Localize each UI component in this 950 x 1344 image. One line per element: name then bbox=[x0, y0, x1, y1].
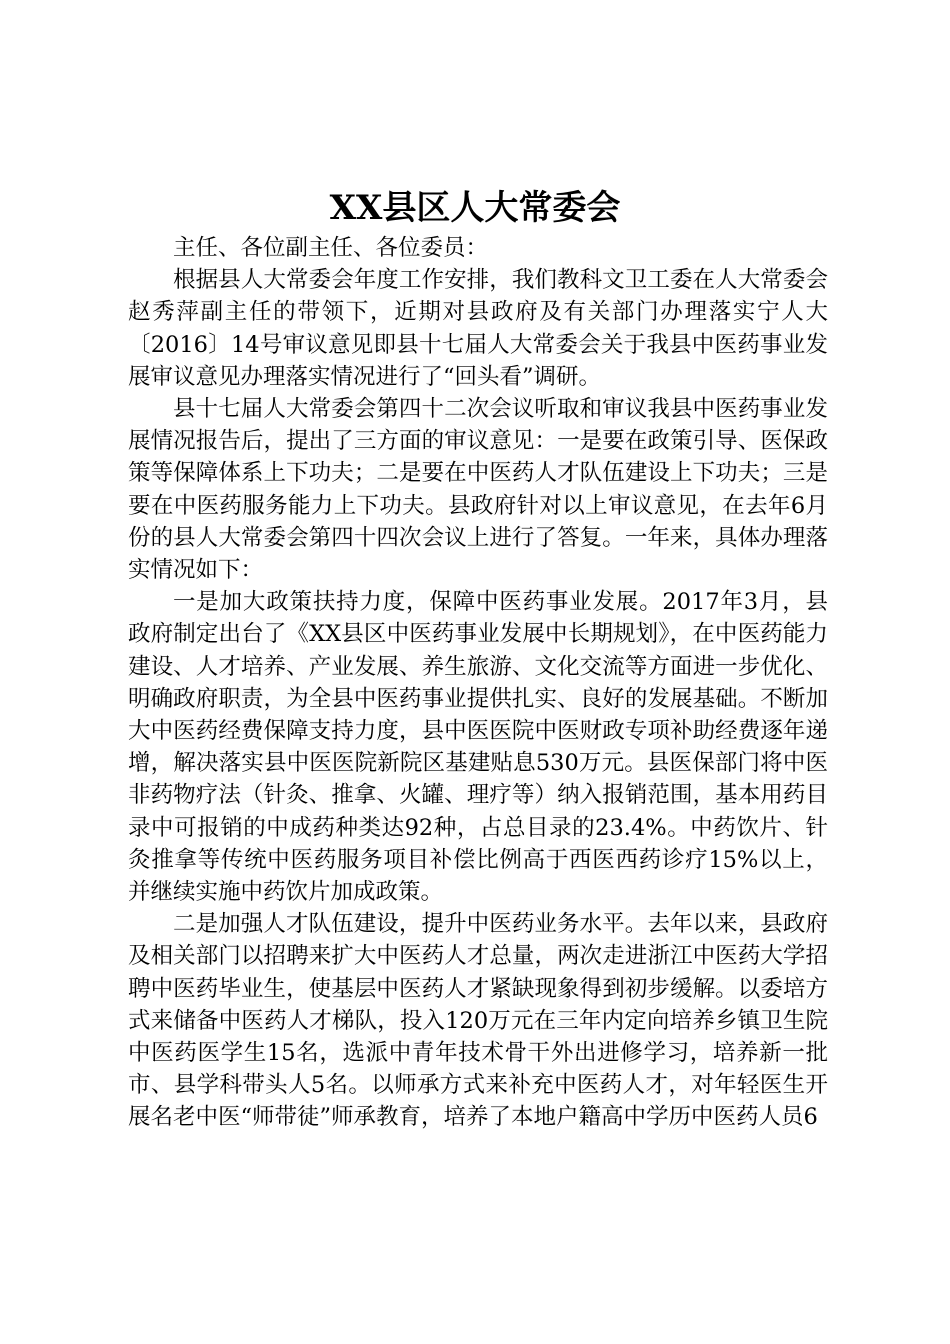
talent-building-paragraph: 二是加强人才队伍建设，提升中医药业务水平。去年以来，县政府及相关部门以招聘来扩大中医药人才总量，两次走进浙江中医药大学招聘中医药毕业生，使基层中医药人才紧缺现象得到初步缓解。以委培方式来储备中医药人才梯队，投入120万元在三年内定向培养乡镇卫生院中医药医学生15名，选派中青年技术骨干外出进修学习，培养新一批市、县学科带头人5名。以师承方式来补充中医药人才，对年轻医生开展名老中医“师带徒”师承教育，培养了本地户籍高中学历中医药人员6 bbox=[128, 911, 828, 1131]
intro-paragraph: 根据县人大常委会年度工作安排，我们教科文卫工委在人大常委会赵秀萍副主任的带领下，近期对县政府及有关部门办理落实宁人大〔2016〕14号审议意见即县十七届人大常委会关于我县中医药事业发展审议意见办理落实情况进行了“回头看”调研。 bbox=[128, 267, 828, 390]
review-opinions-paragraph: 县十七届人大常委会第四十二次会议听取和审议我县中医药事业发展情况报告后，提出了三方面的审议意见：一是要在政策引导、医保政策等保障体系上下功夫；二是要在中医药人才队伍建设上下功夫；三是要在中医药服务能力上下功夫。县政府针对以上审议意见，在去年6月份的县人大常委会第四十四次会议上进行了答复。一年来，具体办理落实情况如下： bbox=[128, 396, 828, 584]
policy-support-paragraph: 一是加大政策扶持力度，保障中医药事业发展。2017年3月，县政府制定出台了《XX县区中医药事业发展中长期规划》，在中医药能力建设、人才培养、产业发展、养生旅游、文化交流等方面进一步优化、明确政府职责，为全县中医药事业提供扎实、良好的发展基础。不断加大中医药经费保障支持力度，县中医医院中医财政专项补助经费逐年递增，解决落实县中医医院新院区基建贴息530万元。县医保部门将中医非药物疗法（针灸、推拿、火罐、理疗等）纳入报销范围，基本用药目录中可报销的中成药种类达92种，占总目录的23.4%。中药饮片、针灸推拿等传统中医药服务项目补偿比例高于西医西药诊疗15%以上，并继续实施中药饮片加成政策。 bbox=[128, 589, 828, 906]
salutation-paragraph: 主任、各位副主任、各位委员： bbox=[173, 235, 489, 261]
document-title: XX县区人大常委会 bbox=[329, 188, 621, 228]
document-body bbox=[128, 232, 828, 1134]
